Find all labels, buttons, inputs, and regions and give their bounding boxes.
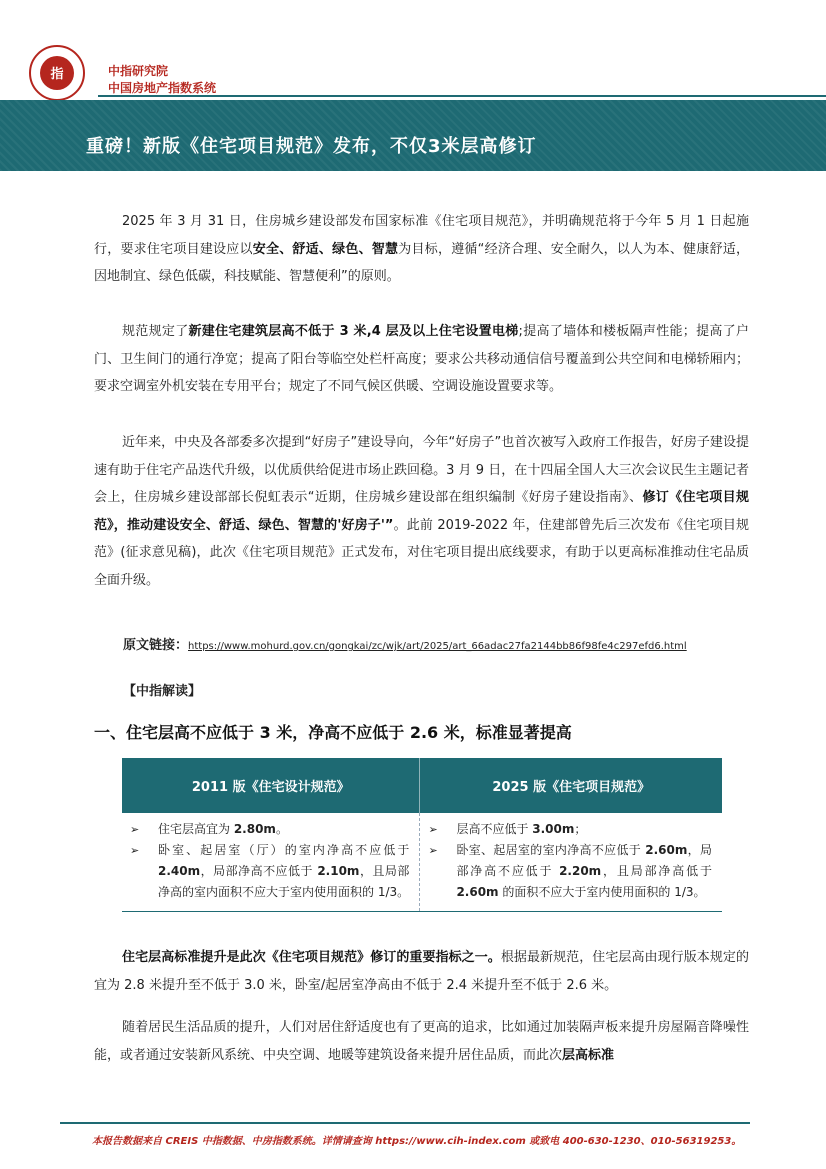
- item-value: 2.40m: [158, 864, 201, 878]
- footer-rule: [60, 1122, 750, 1124]
- paragraph-4: [94, 944, 749, 999]
- p2-text-end: ;提高了墙体和楼板隔声性能；提高了户门、卫生间门的通行净宽；提高了阳台等临空处栏杆高度；要求公共移动通信信号覆盖到公共空间和电梯轿厢内；要求空调室外机安装在专用平台；规定了不同气候区供暖、空调设施设置要求等。: [94, 324, 749, 394]
- item-value: 2.10m: [317, 864, 360, 878]
- list-item: [130, 819, 409, 840]
- source-link[interactable]: https://www.mohurd.gov.cn/gongkai/zc/wjk/art/2025/art_66adac27fa2144bb86f98fe4c297efd6.html: [188, 641, 687, 652]
- source-link-line: [123, 636, 687, 657]
- paragraph-3: [94, 429, 749, 594]
- page-header: [0, 0, 826, 100]
- header-rule: [98, 95, 826, 97]
- p5-text: 随着居民生活品质的提升，人们对居住舒适度也有了更高的追求，比如通过加装隔声板来提升房屋隔音降噪性能，或者通过安装新风系统、中央空调、地暖等建筑设备来提升居住品质，而此次: [94, 1020, 749, 1063]
- table-row: [122, 813, 722, 912]
- item-value: 3.00m: [532, 822, 575, 836]
- p1-text-end: 为目标，遵循“经济合理、安全耐久，以人为本、健康舒适，因地制宜、绿色低碳，科技赋能、智慧便利”的原则。: [94, 241, 749, 284]
- item-text-end: 的面积不应大于室内使用面积的 1/3。: [498, 885, 706, 899]
- item-text: 卧室、起居室（厅）的室内净高不应低于: [158, 843, 410, 857]
- item-text: ，局部净高不应低于: [200, 864, 318, 878]
- p1-text: 2025 年 3 月 31 日，住房城乡建设部发布国家标准《住宅项目规范》，并明确规范将于今年 5 月 1 日起施行，要求住宅项目建设应以: [94, 214, 749, 257]
- list-item: [428, 819, 712, 840]
- p2-bold: 新建住宅建筑层高不低于 3 米,4 层及以上住宅设置电梯: [188, 324, 519, 339]
- reading-label: 【中指解读】: [123, 684, 202, 699]
- item-text-end: 。: [275, 822, 288, 836]
- p2-text: 规范规定了: [122, 324, 189, 339]
- col-2025-header: 2025 版《住宅项目规范》: [420, 758, 722, 813]
- item-value: 2.80m: [233, 822, 276, 836]
- item-value: 2.60m: [456, 885, 499, 899]
- arrow-bullet-icon: ➢: [130, 844, 140, 857]
- p4-bold: 住宅层高标准提升是此次《住宅项目规范》修订的重要指标之一。: [122, 950, 501, 965]
- page-footer: 本报告数据来自 CREIS 中指数据、中房指数系统。详情请查询 https://www.cih-index.com 或致电 400-630-1230、010-56319253。: [92, 1136, 742, 1147]
- section-1-heading: 一、住宅层高不应低于 3 米，净高不应低于 2.6 米，标准显著提高: [94, 723, 572, 742]
- cih-logo-icon: [28, 44, 86, 102]
- list-item: [428, 840, 712, 903]
- comparison-table: [122, 758, 722, 912]
- p1-bold: 安全、舒适、绿色、智慧: [252, 241, 399, 257]
- p3-bold: 修订《住宅项目规范》，推动建设安全、舒适、绿色、智慧的'好房子'”: [94, 490, 749, 533]
- item-text: 层高不应低于: [456, 822, 533, 836]
- p3-text: 近年来，中央及各部委多次提到“好房子”建设导向，今年“好房子”也首次被写入政府工作报告，好房子建设提速有助于住宅产品迭代升级，以优质供给促进市场止跌回稳。3 月 9 日，在十四届全国人大三次会议民生主题记者会上，住房城乡建设部部长倪虹表示“近期，住房城乡建设部在组织编制《好房子建设指南》、: [94, 435, 749, 505]
- brand-subtitle: 中国房地产指数系统: [108, 81, 217, 95]
- p4-text: 根据最新规范，住宅层高由现行版本规定的宜为 2.8 米提升至不低于 3.0 米，卧室/起居室净高由不低于 2.4 米提升至不低于 2.6 米。: [94, 950, 749, 993]
- p3-text-end: 。此前 2019-2022 年，住建部曾先后三次发布《住宅项目规范》(征求意见稿)，此次《住宅项目规范》正式发布，对住宅项目提出底线要求，有助于以更高标准推动住宅品质全面升级。: [94, 517, 749, 588]
- page-title: 重磅！新版《住宅项目规范》发布，不仅3米层高修订: [86, 136, 537, 157]
- table-header-row: [122, 758, 722, 813]
- item-value: 2.60m: [645, 843, 688, 857]
- brand-name: 中指研究院: [108, 64, 169, 78]
- item-text: ，局部净高不应低于: [456, 843, 712, 878]
- item-text-end: ，且局部净高的室内面积不应大于室内使用面积的 1/3。: [158, 864, 410, 899]
- paragraph-5: [94, 1014, 749, 1069]
- arrow-bullet-icon: ➢: [428, 844, 438, 857]
- item-text: ，且局部净高低于: [601, 864, 712, 878]
- paragraph-2: [94, 318, 749, 401]
- item-value: 2.20m: [559, 864, 602, 878]
- arrow-bullet-icon: ➢: [130, 823, 140, 836]
- item-text: 住宅层高宜为: [158, 822, 234, 836]
- col-2025-cell: [420, 813, 722, 912]
- item-text: 卧室、起居室的室内净高不应低于: [456, 843, 646, 857]
- source-link-label: 原文链接：: [123, 638, 189, 653]
- logo-glyph: 指: [50, 67, 64, 82]
- arrow-bullet-icon: ➢: [428, 823, 438, 836]
- list-item: [130, 840, 409, 903]
- p5-bold: 层高标准: [562, 1047, 615, 1063]
- paragraph-1: [94, 208, 749, 291]
- item-text-end: ；: [574, 822, 587, 836]
- col-2011-cell: [122, 813, 420, 912]
- col-2011-header: 2011 版《住宅设计规范》: [122, 758, 420, 813]
